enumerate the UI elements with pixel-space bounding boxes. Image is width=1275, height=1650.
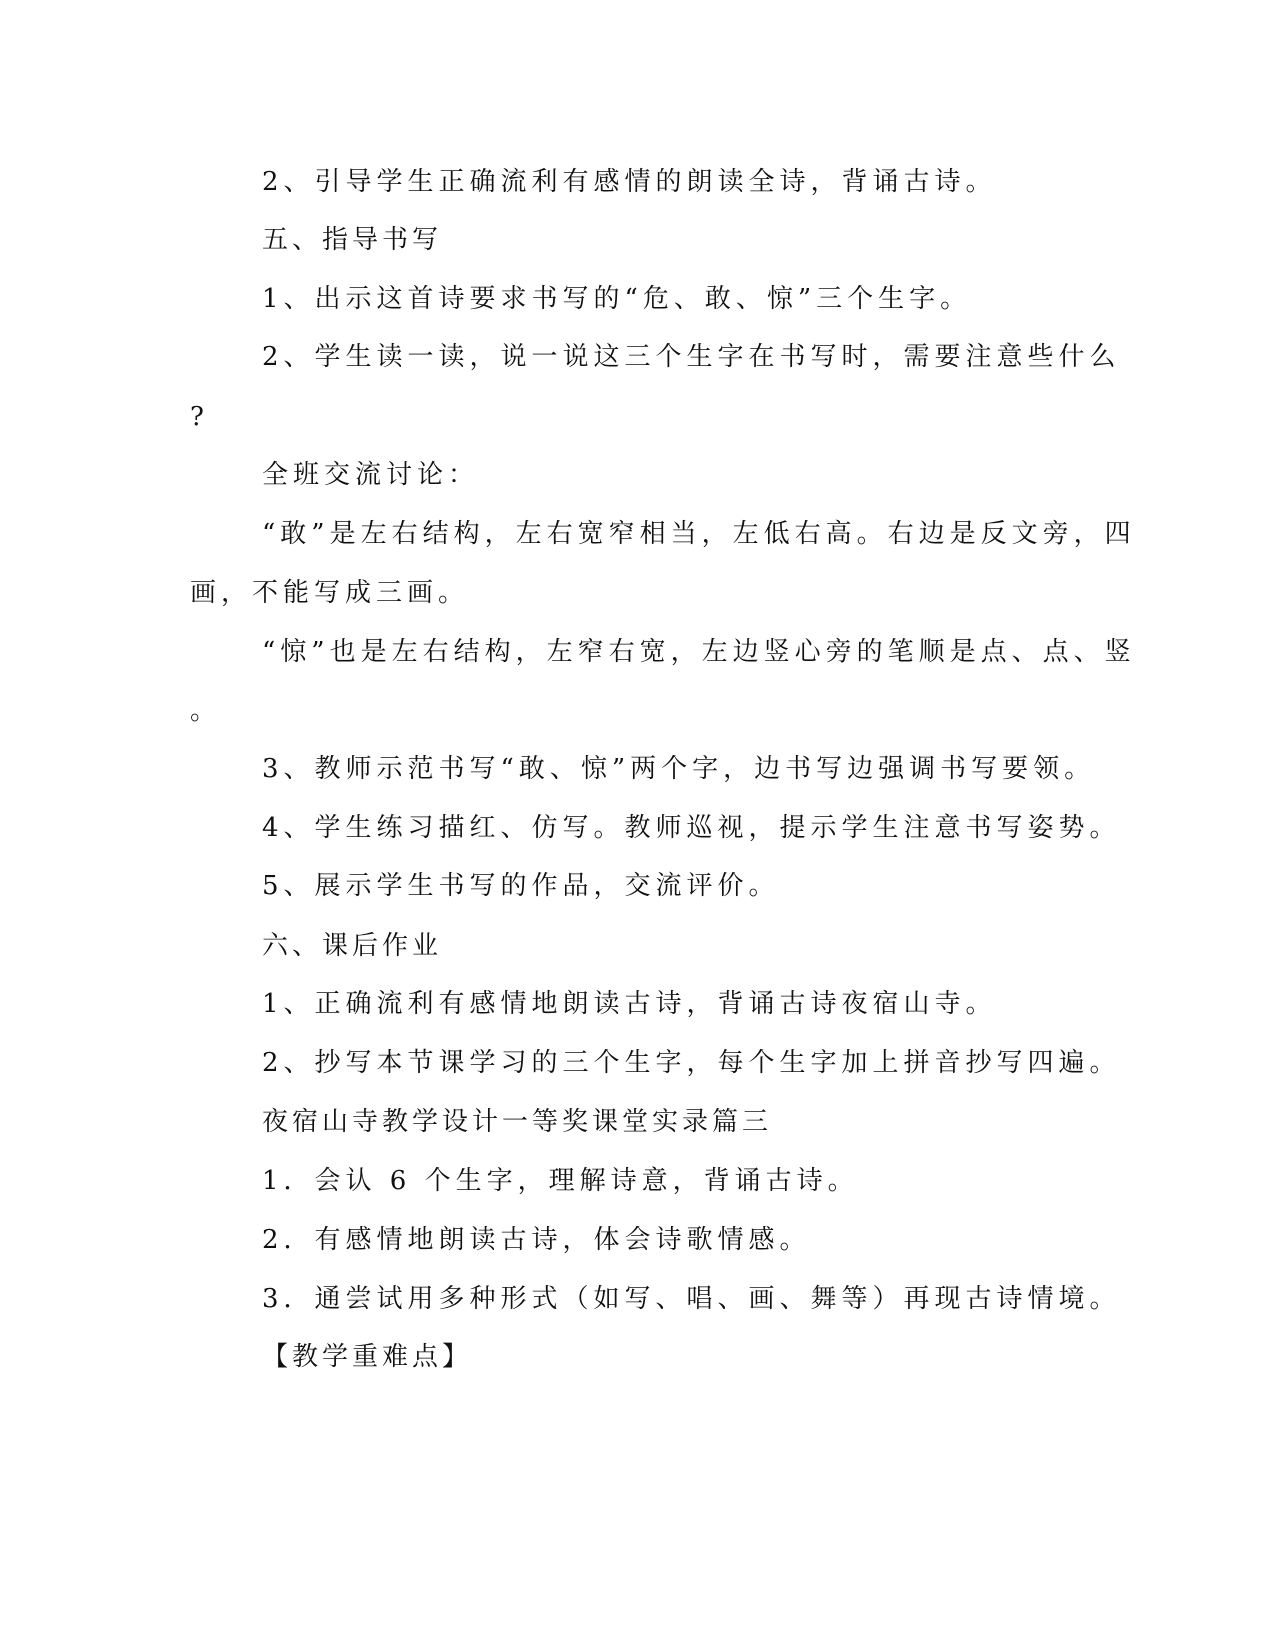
text-line: 4、学生练习描红、仿写。教师巡视，提示学生注意书写姿势。 xyxy=(262,813,1121,843)
section-heading: 六、课后作业 xyxy=(262,931,443,961)
text-line: “敢”是左右结构，左右宽窄相当，左低右高。右边是反文旁，四 xyxy=(262,519,1136,549)
text-line: 1、正确流利有感情地朗读古诗，背诵古诗夜宿山寺。 xyxy=(262,989,997,1019)
text-line: 2、学生读一读，说一说这三个生字在书写时，需要注意些什么 xyxy=(262,342,1121,372)
text-line: 1．会认 6 个生字，理解诗意，背诵古诗。 xyxy=(262,1166,859,1196)
text-line: ? xyxy=(190,402,209,432)
text-line: 3、教师示范书写“敢、惊”两个字，边书写边强调书写要领。 xyxy=(262,754,1096,784)
text-line: 5、展示学生书写的作品，交流评价。 xyxy=(262,871,780,901)
text-line: 画，不能写成三画。 xyxy=(190,578,470,608)
text-line: 2、引导学生正确流利有感情的朗读全诗，背诵古诗。 xyxy=(262,167,997,197)
text-line: 2．有感情地朗读古诗，体会诗歌情感。 xyxy=(262,1225,811,1255)
text-line: “惊”也是左右结构，左窄右宽，左边竖心旁的笔顺是点、点、竖 xyxy=(262,637,1136,667)
text-line: 1、出示这首诗要求书写的“危、敢、惊”三个生字。 xyxy=(262,284,972,314)
section-heading: 五、指导书写 xyxy=(262,225,443,255)
text-line: 。 xyxy=(190,696,222,726)
text-line: 3．通尝试用多种形式（如写、唱、画、舞等）再现古诗情境。 xyxy=(262,1284,1121,1314)
text-line: 全班交流讨论： xyxy=(262,460,480,490)
text-line: 2、抄写本节课学习的三个生字，每个生字加上拼音抄写四遍。 xyxy=(262,1048,1121,1078)
section-title: 夜宿山寺教学设计一等奖课堂实录篇三 xyxy=(262,1107,773,1137)
section-heading: 【教学重难点】 xyxy=(262,1342,473,1372)
